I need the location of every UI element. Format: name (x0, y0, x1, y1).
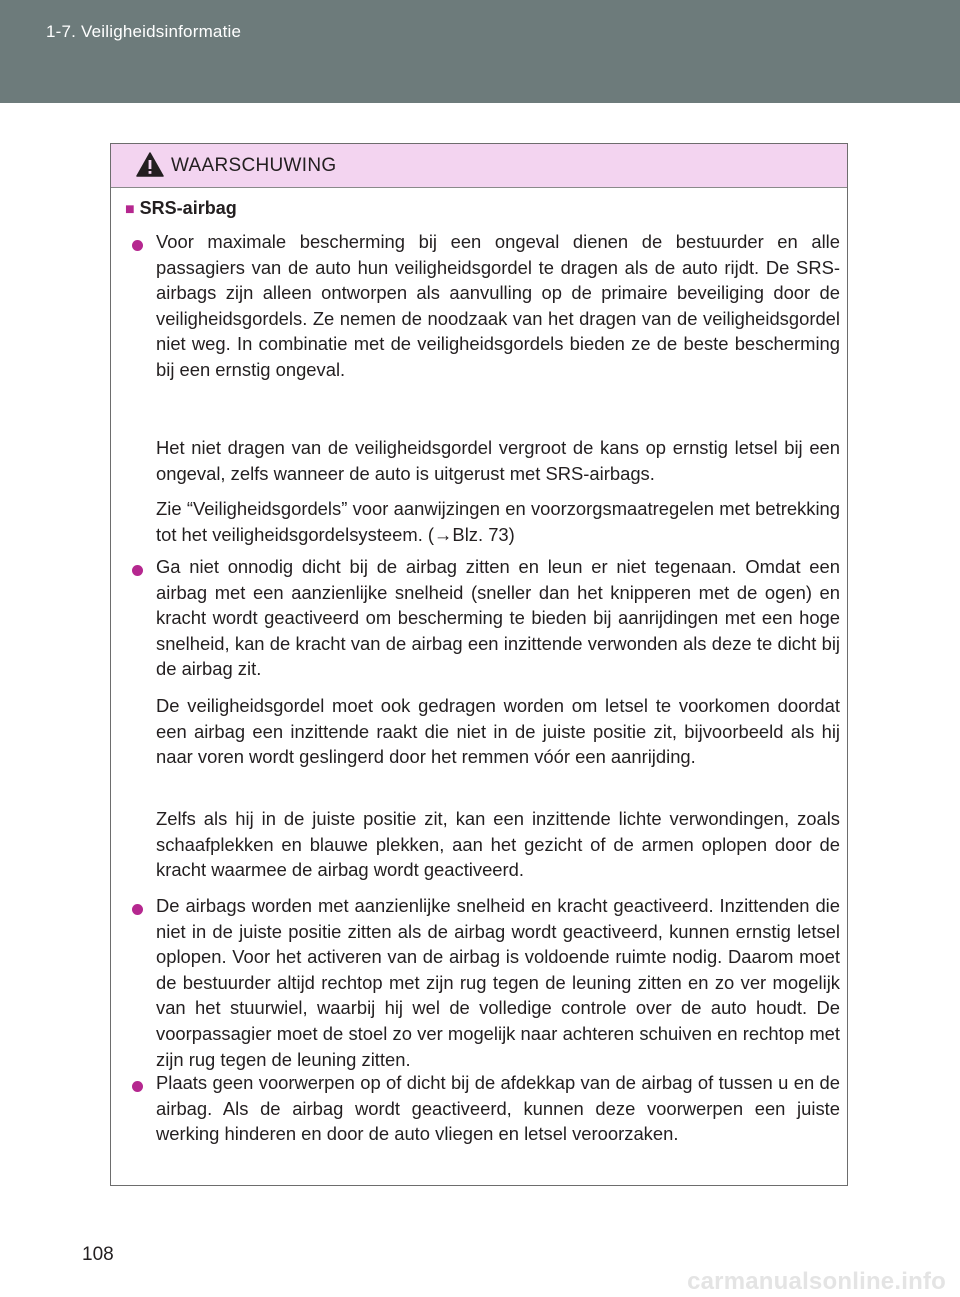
paragraph: Het niet dragen van de veiligheidsgordel vergroot de kans op ernstig letsel bij een ongeval, zelfs wanneer de auto is uitgerust met SRS-airbags. (156, 437, 840, 484)
paragraph: De airbags worden met aanzienlijke snelheid en kracht geactiveerd. Inzittenden die niet in de juiste positie zitten als de airbag wordt geactiveerd, kunnen ernstig letsel oplopen. Voor het activeren van de airbag is voldoende ruimte nodig. Daarom moet de bestuurder altijd rechtop met zijn rug tegen de leuning zitten en zo ver mogelijk van het stuurwiel, waarbij hij wel de volledige controle over de auto houdt. De voorpassagier moet de stoel zo ver mogelijk naar achteren schuiven en rechtop met zijn rug tegen de leuning zitten. (156, 895, 840, 1070)
section-title: 1-7. Veiligheidsinformatie (46, 22, 242, 41)
bullet-icon (132, 240, 143, 251)
square-bullet-icon: ■ (125, 201, 135, 218)
section-heading (125, 196, 237, 223)
paragraph: Zelfs als hij in de juiste positie zit, kan een inzittende lichte verwondingen, zoals schaafplekken en blauwe plekken, aan het gezicht of de armen oplopen door de kracht waarmee de airbag wordt geactiveerd. (156, 808, 840, 881)
bullet-icon (132, 565, 143, 576)
paragraph: Voor maximale bescherming bij een ongeval dienen de bestuurder en alle passagiers van de auto hun veiligheidsgordel te dragen als de auto rijdt. De SRS-airbags zijn alleen ontworpen als aanvulling op de primaire beveiliging door de veiligheidsgordels. Ze nemen de noodzaak van het dragen van de veiligheidsgordel niet weg. In combinatie met de veiligheidsgordels bieden ze de beste bescherming bij een ernstig ongeval. (156, 231, 840, 380)
watermark: carmanualsonline.info (687, 1268, 946, 1295)
warning-box (110, 143, 848, 1186)
paragraph: Ga niet onnodig dicht bij de airbag zitten en leun er niet tegenaan. Omdat een airbag met een aanzienlijke snelheid (sneller dan het knipperen met de ogen) en kracht wordt geactiveerd om bescherming te bieden bij aanrijdingen met een hoge snelheid, kan de kracht van de airbag een inzittende verwonden als deze te dicht bij de airbag zit. (156, 556, 840, 680)
paragraph: Plaats geen voorwerpen op of dicht bij de afdekkap van de airbag of tussen u en de airbag. Als de airbag wordt geactiveerd, kunnen deze voorwerpen een juiste werking hinderen en door de auto vliegen en letsel veroorzaken. (156, 1072, 840, 1145)
bullet-icon (132, 1081, 143, 1092)
bullet-icon (132, 904, 143, 915)
section-heading-text: SRS-airbag (139, 198, 237, 218)
page-header (0, 0, 960, 103)
page-number: 108 (82, 1244, 114, 1265)
warning-header (111, 144, 847, 188)
warning-title: WAARSCHUWING (171, 155, 337, 176)
paragraph: Zie “Veiligheidsgordels” voor aanwijzingen en voorzorgsmaatregelen met betrekking tot het veiligheidsgordelsysteem. (→Blz. 73) (156, 498, 840, 545)
warning-triangle-icon (136, 152, 164, 177)
paragraph: De veiligheidsgordel moet ook gedragen worden om letsel te voorkomen doordat een airbag een inzittende raakt die niet in de juiste positie zit, bijvoorbeeld als hij naar voren wordt geslingerd door het remmen vóór een aanrijding. (156, 695, 840, 768)
